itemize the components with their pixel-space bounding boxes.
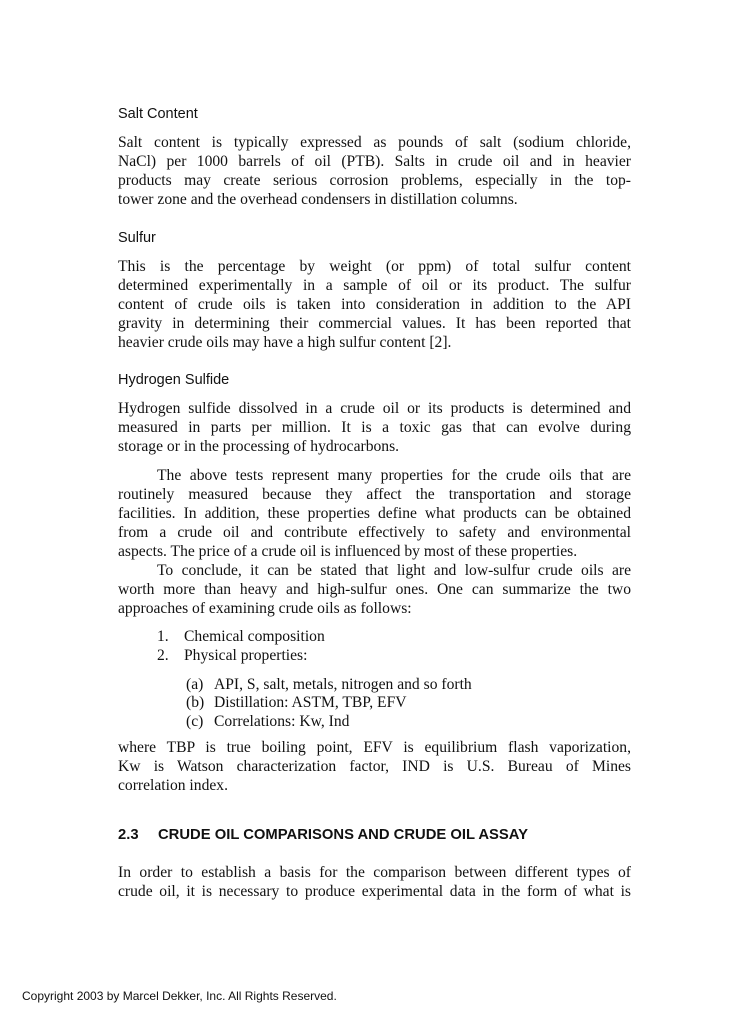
text-line: measured in parts per million. It is a toxic gas that can evolve during bbox=[118, 419, 631, 436]
copyright-notice: Copyright 2003 by Marcel Dekker, Inc. All Rights Reserved. bbox=[22, 989, 337, 1003]
text-line: storage or in the processing of hydrocarbons. bbox=[118, 438, 400, 455]
text-line: To conclude, it can be stated that light and low-sulfur crude oils are bbox=[157, 562, 631, 579]
text-line: facilities. In addition, these properties define what products can be obtained bbox=[118, 505, 631, 522]
text-line: content of crude oils is taken into consideration in addition to the API bbox=[118, 296, 631, 313]
text-line: NaCl) per 1000 barrels of oil (PTB). Salts in crude oil and in heavier bbox=[118, 153, 631, 170]
text-line: worth more than heavy and high-sulfur ones. One can summarize the two bbox=[118, 581, 631, 598]
section-number: 2.3 bbox=[118, 827, 139, 843]
subheading-hydrogen-sulfide: Hydrogen Sulfide bbox=[118, 372, 230, 388]
sublist-label: (a) bbox=[186, 676, 204, 693]
text-line: where TBP is true boiling point, EFV is equilibrium flash vaporization, bbox=[118, 739, 631, 756]
section-title: CRUDE OIL COMPARISONS AND CRUDE OIL ASSAY bbox=[158, 827, 528, 843]
text-line: Hydrogen sulfide dissolved in a crude oil or its products is determined and bbox=[118, 400, 631, 417]
text-line: from a crude oil and contribute effectively to safety and environmental bbox=[118, 524, 631, 541]
text-line: The above tests represent many properties for the crude oils that are bbox=[157, 467, 631, 484]
sublist-label: (b) bbox=[186, 694, 205, 711]
text-line: Kw is Watson characterization factor, IND is U.S. Bureau of Mines bbox=[118, 758, 631, 775]
list-number: 1. bbox=[157, 628, 169, 645]
list-item bbox=[157, 646, 670, 665]
text-line: This is the percentage by weight (or ppm) of total sulfur content bbox=[118, 258, 631, 275]
text-line: approaches of examining crude oils as follows: bbox=[118, 600, 412, 617]
sublist-text: Correlations: Kw, Ind bbox=[214, 713, 350, 730]
text-line: aspects. The price of a crude oil is influenced by most of these properties. bbox=[118, 543, 578, 560]
list-text: Physical properties: bbox=[184, 647, 308, 664]
text-line: Salt content is typically expressed as pounds of salt (sodium chloride, bbox=[118, 134, 631, 151]
text-line: crude oil, it is necessary to produce experimental data in the form of what is bbox=[118, 883, 631, 900]
text-line: tower zone and the overhead condensers in distillation columns. bbox=[118, 191, 518, 208]
sublist-item bbox=[186, 675, 699, 694]
subheading-sulfur: Sulfur bbox=[118, 230, 156, 246]
sublist-item bbox=[186, 693, 699, 712]
sublist-text: API, S, salt, metals, nitrogen and so forth bbox=[214, 676, 472, 693]
text-line: determined experimentally in a sample of oil or its product. The sulfur bbox=[118, 277, 631, 294]
text-line: correlation index. bbox=[118, 777, 228, 794]
list-item bbox=[157, 627, 670, 646]
sublist-item bbox=[186, 712, 699, 731]
section-heading bbox=[118, 826, 528, 845]
subheading-salt-content: Salt Content bbox=[118, 106, 198, 122]
text-line: routinely measured because they affect the transportation and storage bbox=[118, 486, 631, 503]
text-line: In order to establish a basis for the comparison between different types of bbox=[118, 864, 631, 881]
list-text: Chemical composition bbox=[184, 628, 325, 645]
text-line: heavier crude oils may have a high sulfur content [2]. bbox=[118, 334, 452, 351]
text-line: products may create serious corrosion problems, especially in the top- bbox=[118, 172, 631, 189]
list-number: 2. bbox=[157, 647, 169, 664]
sublist-label: (c) bbox=[186, 713, 204, 730]
sublist-text: Distillation: ASTM, TBP, EFV bbox=[214, 694, 407, 711]
text-line: gravity in determining their commercial values. It has been reported that bbox=[118, 315, 631, 332]
